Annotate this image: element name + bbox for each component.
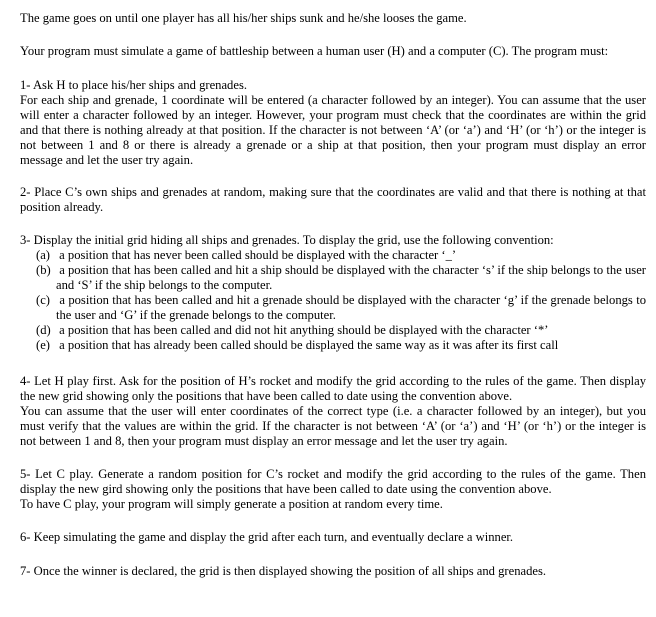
convention-item-text: a position that has been called and hit a ship should be displayed with the character ‘s’ if the ship belongs to the user and ‘S’ if the ship belongs to the computer. — [56, 263, 646, 292]
convention-item-text: a position that has been called and did not hit anything should be displayed with the character ‘*’ — [59, 323, 549, 337]
step-7 — [20, 564, 646, 579]
convention-item-text: a position that has already been called should be displayed the same way as it was after its first call — [59, 338, 559, 352]
step-1-heading: 1- Ask H to place his/her ships and grenades. — [20, 78, 247, 92]
step-6 — [20, 530, 646, 545]
step-4-body: You can assume that the user will enter coordinates of the correct type (i.e. a character followed by an integer), but you must verify that the values are within the grid. If the character is not between ‘A’ (or ‘a’) and ‘H’ (or ‘h’) or the integer is not between 1 and 8, then your program must display an error message and let the user try again. — [20, 404, 646, 448]
step-5-heading: 5- Let C play. Generate a random position for C’s rocket and modify the grid according to the rules of the game. Then display the new gird showing only the positions that have been called to date using the convention above. — [20, 467, 646, 496]
step-6-heading: 6- Keep simulating the game and display the grid after each turn, and eventually declare a winner. — [20, 530, 514, 544]
step-2-heading: 2- Place C’s own ships and grenades at random, making sure that the coordinates are valid and that there is nothing at that position already. — [20, 185, 646, 214]
intro-line-2: Your program must simulate a game of battleship between a human user (H) and a computer (C). The program must: — [20, 44, 609, 58]
convention-item-label: (a) — [36, 248, 50, 262]
convention-item-e — [36, 338, 646, 353]
step-1-body: For each ship and grenade, 1 coordinate will be entered (a character followed by an integer). You can assume that the user will enter a character followed by an integer. However, your program must check that the coordinates are within the grid and that there is nothing already at that position. If the character is not between ‘A’ (or ‘a’) and ‘H’ (or ‘h’) or the integer is not between 1 and 8 or there is already a grenade or a ship at that position, then your program must display an error message and let the user try again. — [20, 93, 646, 167]
step-7-heading: 7- Once the winner is declared, the grid is then displayed showing the position of all ships and grenades. — [20, 564, 547, 578]
convention-item-text: a position that has been called and hit a grenade should be displayed with the character ‘g’ if the grenade belongs to the user and ‘G’ if the grenade belongs to the computer. — [56, 293, 646, 322]
intro-line-1: The game goes on until one player has all his/her ships sunk and he/she looses the game. — [20, 11, 467, 25]
convention-item-label: (d) — [36, 323, 51, 337]
convention-item-c — [36, 293, 646, 323]
convention-item-label: (c) — [36, 293, 50, 307]
convention-item-text: a position that has never been called should be displayed with the character ‘_’ — [59, 248, 457, 262]
convention-item-label: (e) — [36, 338, 50, 352]
step-1 — [20, 78, 646, 168]
convention-item-label: (b) — [36, 263, 51, 277]
step-2 — [20, 185, 646, 215]
step-4-heading: 4- Let H play first. Ask for the position of H’s rocket and modify the grid according to the rules of the game. Then display the new grid showing only the positions that have been called to date using the convention above. — [20, 374, 646, 403]
step-3 — [20, 233, 646, 353]
step-4 — [20, 374, 646, 449]
convention-item-b — [36, 263, 646, 293]
step-5-body: To have C play, your program will simply generate a position at random every time. — [20, 497, 443, 511]
step-5 — [20, 467, 646, 512]
convention-item-a — [36, 248, 646, 263]
convention-item-d — [36, 323, 646, 338]
convention-list — [36, 248, 646, 353]
step-3-heading: 3- Display the initial grid hiding all ships and grenades. To display the grid, use the following convention: — [20, 233, 554, 247]
